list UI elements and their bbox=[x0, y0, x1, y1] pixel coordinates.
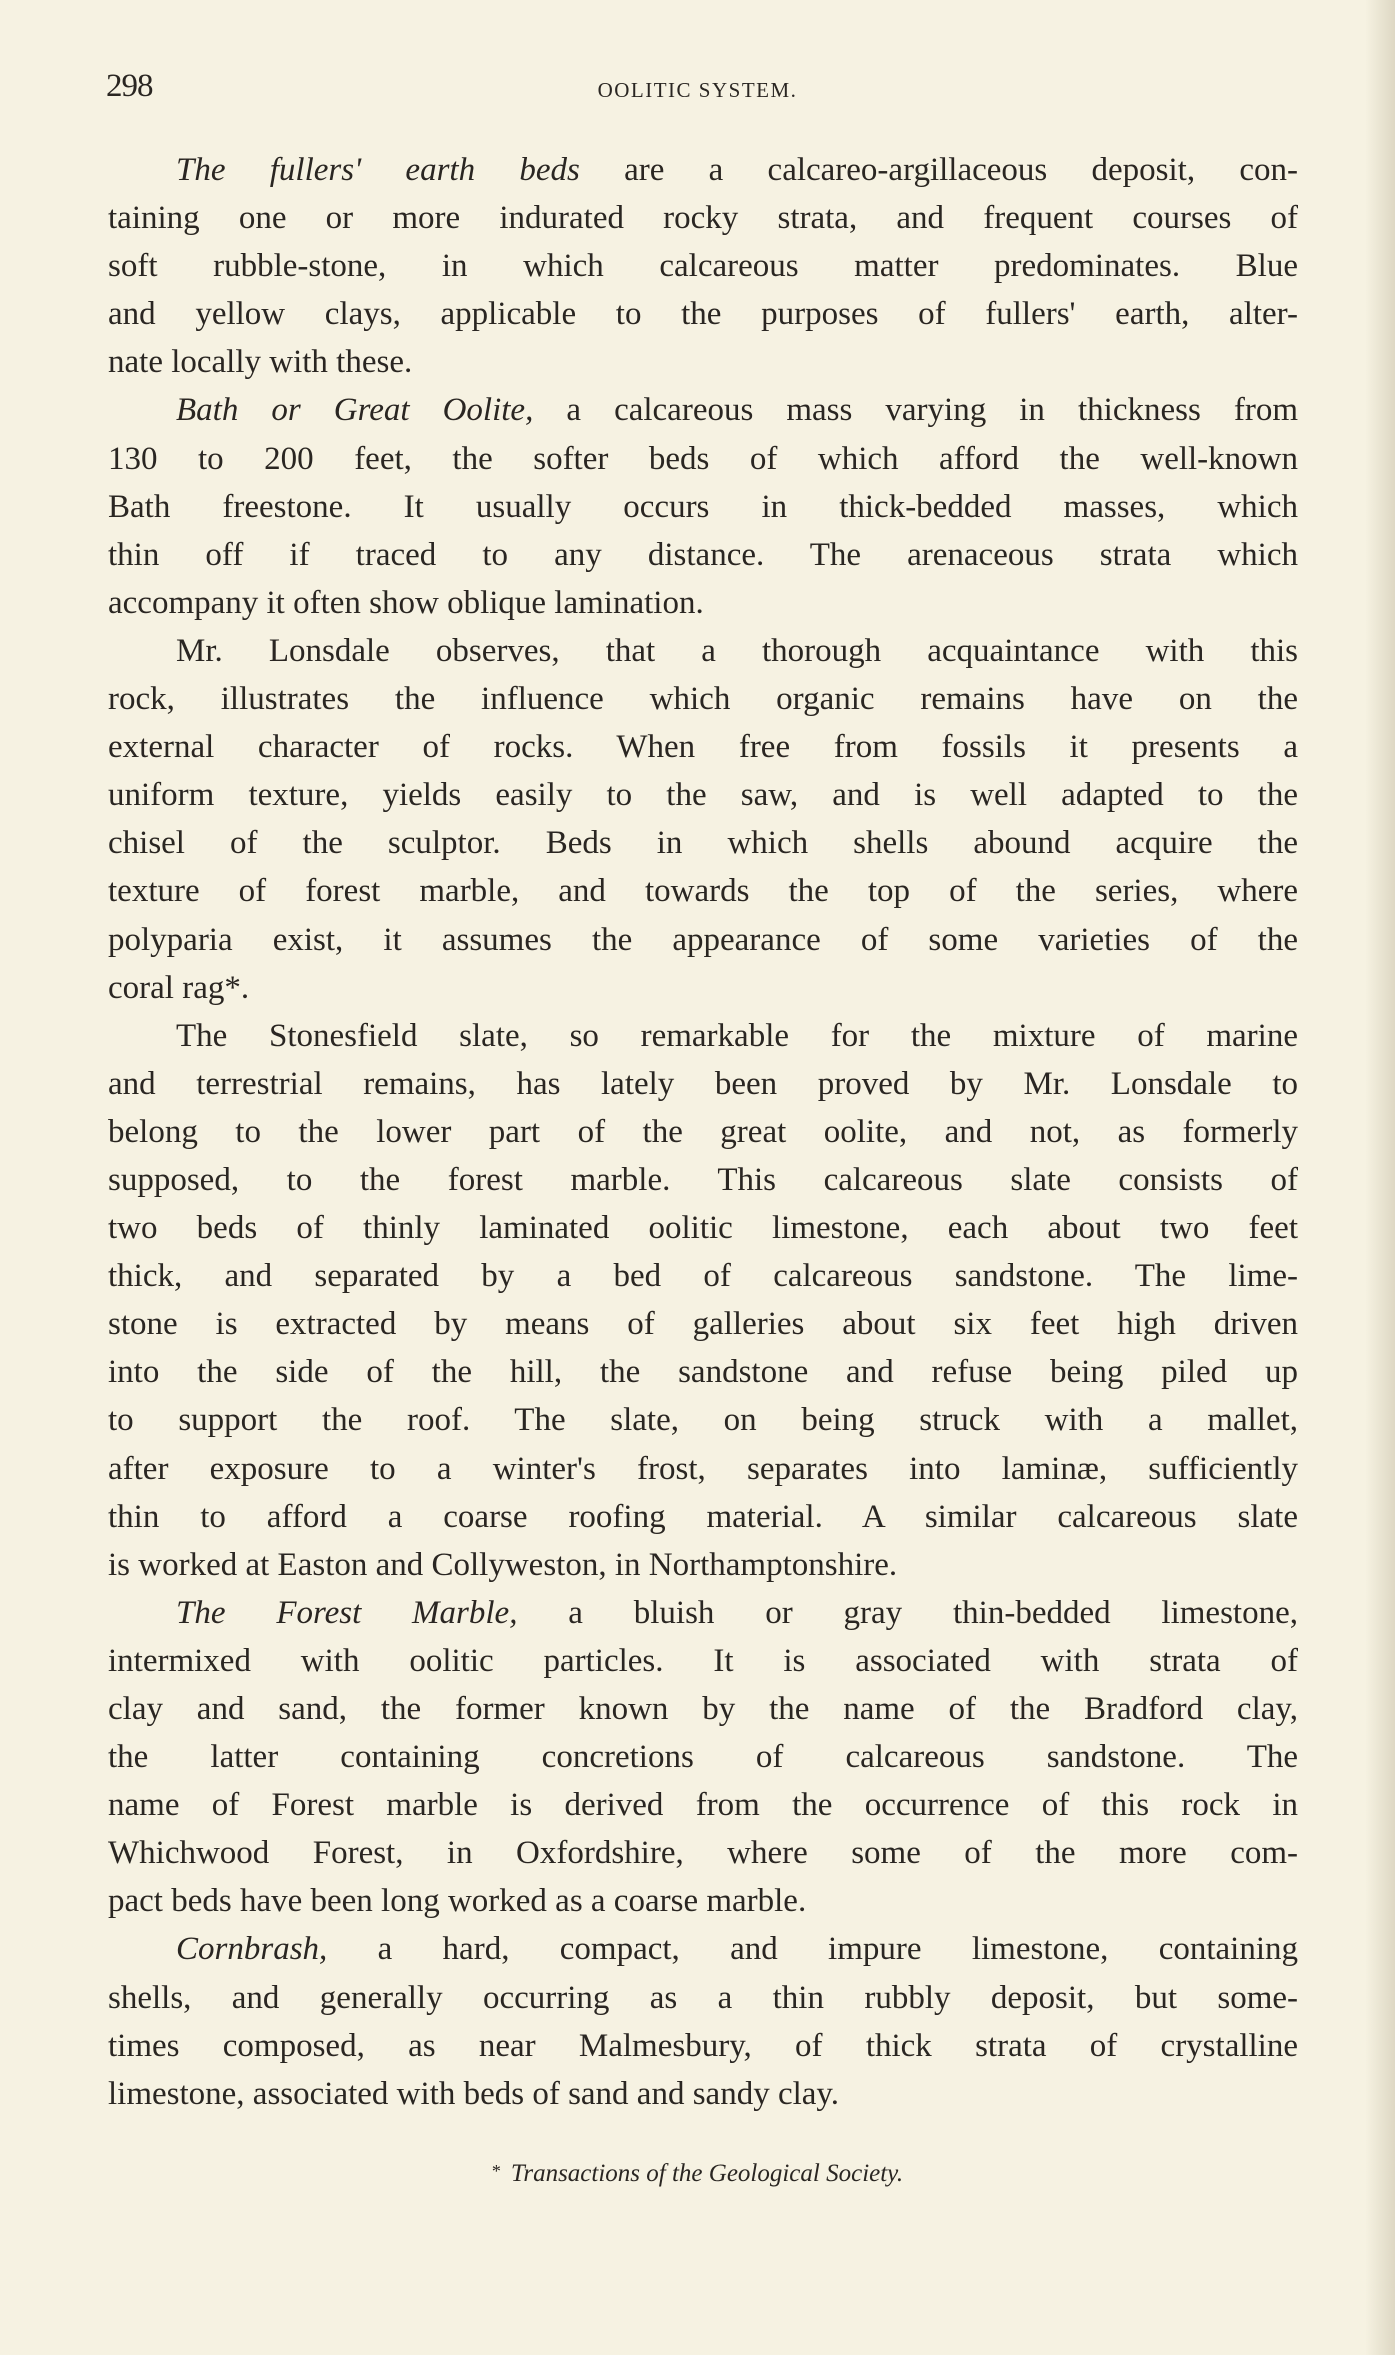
text-line bbox=[108, 579, 1298, 627]
text-line bbox=[108, 1445, 1298, 1493]
line-text: two beds of thinly laminated oolitic limestone, each about two feet bbox=[108, 1210, 1298, 1247]
text-line bbox=[108, 916, 1298, 964]
text-line bbox=[108, 1108, 1298, 1156]
italic-lead: The fullers' earth beds bbox=[176, 152, 580, 188]
line-text: limestone, associated with beds of sand and sandy clay. bbox=[108, 2075, 840, 2112]
paragraph bbox=[108, 627, 1298, 1012]
line-text: supposed, to the forest marble. This calcareous slate consists of bbox=[108, 1161, 1298, 1198]
line-text: 130 to 200 feet, the softer beds of which afford the well-known bbox=[108, 440, 1298, 477]
text-line bbox=[108, 1396, 1298, 1444]
footnote-text: Transactions of the Geological Society. bbox=[510, 2160, 904, 2187]
line-text: to support the roof. The slate, on being struck with a mallet, bbox=[108, 1402, 1298, 1439]
line-text: nate locally with these. bbox=[108, 344, 413, 381]
text-line bbox=[108, 1925, 1298, 1973]
line-text: texture of forest marble, and towards the top of the series, where bbox=[108, 873, 1298, 910]
line-text: after exposure to a winter's frost, separates into laminæ, sufficiently bbox=[108, 1450, 1298, 1487]
line-text: thin to afford a coarse roofing material. A similar calcareous slate bbox=[108, 1498, 1298, 1535]
text-line bbox=[108, 819, 1298, 867]
line-text: name of Forest marble is derived from the occurrence of this rock in bbox=[108, 1787, 1298, 1824]
text-line bbox=[108, 435, 1298, 483]
line-text: Bath freestone. It usually occurs in thick-bedded masses, which bbox=[108, 488, 1298, 525]
text-line bbox=[108, 723, 1298, 771]
line-text: external character of rocks. When free from fossils it presents a bbox=[108, 729, 1298, 766]
page-edge-shadow bbox=[1365, 0, 1395, 2355]
text-line bbox=[108, 1589, 1298, 1637]
text-line bbox=[108, 1781, 1298, 1829]
text-line bbox=[108, 771, 1298, 819]
line-text: intermixed with oolitic particles. It is associated with strata of bbox=[108, 1642, 1298, 1679]
line-text: coral rag*. bbox=[108, 969, 250, 1006]
line-text: uniform texture, yields easily to the saw, and is well adapted to the bbox=[108, 777, 1298, 814]
line-text: accompany it often show oblique lamination. bbox=[108, 584, 704, 621]
line-text: taining one or more indurated rocky strata, and frequent courses of bbox=[108, 200, 1298, 237]
line-text: a bluish or gray thin-bedded limestone, bbox=[517, 1594, 1298, 1631]
text-line bbox=[108, 1541, 1298, 1589]
italic-lead: The Forest Marble, bbox=[176, 1594, 518, 1631]
text-line bbox=[108, 1156, 1298, 1204]
body-text bbox=[108, 146, 1298, 2118]
text-line bbox=[108, 483, 1298, 531]
line-text: Mr. Lonsdale observes, that a thorough acquaintance with this bbox=[176, 632, 1298, 669]
line-text: times composed, as near Malmesbury, of thick strata of crystalline bbox=[108, 2027, 1298, 2064]
text-line bbox=[108, 964, 1298, 1012]
text-line bbox=[108, 2022, 1298, 2070]
line-text: pact beds have been long worked as a coarse marble. bbox=[108, 1883, 807, 1920]
running-head: OOLITIC SYSTEM. bbox=[597, 78, 798, 102]
page-number: 298 bbox=[106, 68, 153, 104]
text-line bbox=[108, 1685, 1298, 1733]
text-line bbox=[108, 1974, 1298, 2022]
text-line bbox=[108, 627, 1298, 675]
text-line bbox=[108, 1733, 1298, 1781]
text-line bbox=[108, 1493, 1298, 1541]
line-text: Whichwood Forest, in Oxfordshire, where some of the more com- bbox=[108, 1835, 1298, 1872]
line-text: shells, and generally occurring as a thin rubbly deposit, but some- bbox=[108, 1979, 1298, 2016]
italic-lead: Cornbrash, bbox=[176, 1931, 328, 1968]
text-line bbox=[108, 242, 1298, 290]
text-line bbox=[108, 1060, 1298, 1108]
paragraph bbox=[108, 146, 1298, 386]
text-line bbox=[108, 194, 1298, 242]
text-line bbox=[108, 2070, 1298, 2118]
text-line bbox=[108, 146, 1298, 194]
line-text: into the side of the hill, the sandstone and refuse being piled up bbox=[108, 1354, 1298, 1391]
line-text: thin off if traced to any distance. The arenaceous strata which bbox=[108, 536, 1298, 573]
footnote bbox=[0, 2160, 1395, 2188]
text-line bbox=[108, 867, 1298, 915]
text-line bbox=[108, 1252, 1298, 1300]
text-line bbox=[108, 1637, 1298, 1685]
paragraph bbox=[108, 1925, 1298, 2117]
text-line bbox=[108, 531, 1298, 579]
text-line bbox=[108, 1829, 1298, 1877]
text-line bbox=[108, 338, 1298, 386]
line-text: and yellow clays, applicable to the purposes of fullers' earth, alter- bbox=[108, 296, 1298, 333]
text-line bbox=[108, 1012, 1298, 1060]
text-line bbox=[108, 1877, 1298, 1925]
text-line bbox=[108, 290, 1298, 338]
line-text: and terrestrial remains, has lately been proved by Mr. Lonsdale to bbox=[108, 1065, 1298, 1102]
line-text: thick, and separated by a bed of calcareous sandstone. The lime- bbox=[108, 1258, 1298, 1295]
line-text: chisel of the sculptor. Beds in which shells abound acquire the bbox=[108, 825, 1298, 862]
line-text: The Stonesfield slate, so remarkable for the mixture of marine bbox=[176, 1017, 1298, 1054]
line-text: soft rubble-stone, in which calcareous matter predominates. Blue bbox=[108, 248, 1298, 285]
text-line bbox=[108, 1300, 1298, 1348]
line-text: are a calcareo-argillaceous deposit, con- bbox=[579, 152, 1298, 188]
text-line bbox=[108, 1348, 1298, 1396]
line-text: rock, illustrates the influence which organic remains have on the bbox=[108, 681, 1298, 718]
italic-lead: Bath or Great Oolite, bbox=[176, 392, 534, 429]
line-text: the latter containing concretions of calcareous sandstone. The bbox=[108, 1739, 1298, 1776]
text-line bbox=[108, 1204, 1298, 1252]
line-text: polyparia exist, it assumes the appearance of some varieties of the bbox=[108, 921, 1298, 958]
paragraph bbox=[108, 386, 1298, 626]
line-text: a calcareous mass varying in thickness from bbox=[533, 392, 1298, 429]
line-text: belong to the lower part of the great oolite, and not, as formerly bbox=[108, 1113, 1298, 1150]
line-text: a hard, compact, and impure limestone, containing bbox=[327, 1931, 1298, 1968]
line-text: stone is extracted by means of galleries about six feet high driven bbox=[108, 1306, 1298, 1343]
text-line bbox=[108, 386, 1298, 434]
paragraph bbox=[108, 1012, 1298, 1589]
footnote-mark: * bbox=[491, 2161, 501, 2181]
line-text: is worked at Easton and Collyweston, in Northamptonshire. bbox=[108, 1546, 898, 1583]
paragraph bbox=[108, 1589, 1298, 1926]
text-line bbox=[108, 675, 1298, 723]
line-text: clay and sand, the former known by the name of the Bradford clay, bbox=[108, 1691, 1298, 1727]
